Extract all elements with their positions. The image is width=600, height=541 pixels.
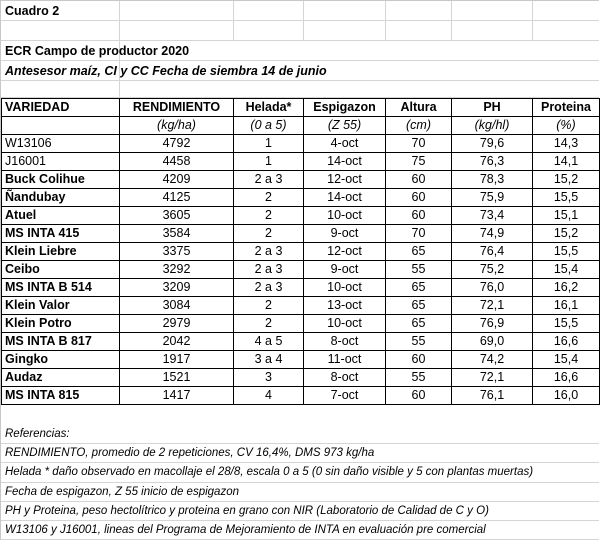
cell-variedad: Gingko	[2, 351, 120, 369]
cell-rendimiento: 3084	[120, 297, 234, 315]
reference-line: Helada * daño observado en macollaje el 28/8, escala 0 a 5 (0 sin daño visible y 5 con plantas muertas)	[1, 463, 599, 482]
cell-rendimiento: 2979	[120, 315, 234, 333]
cell-helada: 2 a 3	[234, 243, 304, 261]
cell-variedad: MS INTA 415	[2, 225, 120, 243]
cell-ph: 72,1	[452, 369, 533, 387]
cell-espigazon: 8-oct	[304, 333, 386, 351]
cell-altura: 65	[386, 297, 452, 315]
cell-helada: 3	[234, 369, 304, 387]
column-header: Proteina	[533, 99, 600, 117]
cell-helada: 2	[234, 225, 304, 243]
cell-altura: 60	[386, 171, 452, 189]
column-header: Espigazon	[304, 99, 386, 117]
cell-ph: 76,9	[452, 315, 533, 333]
cell-ph: 79,6	[452, 135, 533, 153]
cell-helada: 4 a 5	[234, 333, 304, 351]
cell-ph: 76,1	[452, 387, 533, 405]
cell-ph: 69,0	[452, 333, 533, 351]
cell-altura: 75	[386, 153, 452, 171]
blank-row	[1, 81, 599, 98]
column-unit: (kg/hl)	[452, 117, 533, 135]
cell-proteina: 15,4	[533, 351, 600, 369]
cell-rendimiento: 3375	[120, 243, 234, 261]
cell-altura: 60	[386, 387, 452, 405]
table-row	[2, 189, 600, 207]
cell-altura: 55	[386, 369, 452, 387]
cell-proteina: 15,2	[533, 225, 600, 243]
cell-proteina: 14,1	[533, 153, 600, 171]
cell-helada: 2	[234, 315, 304, 333]
cell-rendimiento: 4209	[120, 171, 234, 189]
cell-variedad: MS INTA B 817	[2, 333, 120, 351]
cell-espigazon: 12-oct	[304, 171, 386, 189]
cell-altura: 65	[386, 315, 452, 333]
cell-altura: 65	[386, 279, 452, 297]
table-row	[2, 171, 600, 189]
column-unit: (kg/ha)	[120, 117, 234, 135]
cell-ph: 72,1	[452, 297, 533, 315]
reference-line: W13106 y J16001, lineas del Programa de Mejoramiento de INTA en evaluación pre comercial	[1, 521, 599, 540]
cell-variedad: Ñandubay	[2, 189, 120, 207]
column-header: Helada*	[234, 99, 304, 117]
table-row	[2, 243, 600, 261]
cell-helada: 2	[234, 189, 304, 207]
cell-espigazon: 10-oct	[304, 315, 386, 333]
cell-helada: 4	[234, 387, 304, 405]
reference-line: Fecha de espigazon, Z 55 inicio de espigazon	[1, 483, 599, 502]
table-row	[2, 279, 600, 297]
cell-proteina: 15,4	[533, 261, 600, 279]
table-row	[2, 207, 600, 225]
cell-ph: 73,4	[452, 207, 533, 225]
table-row	[2, 387, 600, 405]
table-subtitle: ECR Campo de productor 2020	[1, 41, 599, 61]
cell-ph: 76,0	[452, 279, 533, 297]
cell-espigazon: 11-oct	[304, 351, 386, 369]
cell-variedad: Klein Potro	[2, 315, 120, 333]
cell-proteina: 16,6	[533, 369, 600, 387]
blank-row	[1, 21, 599, 41]
cell-rendimiento: 3584	[120, 225, 234, 243]
table-subtitle-conditions: Antesesor maíz, CI y CC Fecha de siembra 14 de junio	[1, 61, 599, 81]
table-row	[2, 333, 600, 351]
cell-ph: 74,2	[452, 351, 533, 369]
cell-proteina: 16,6	[533, 333, 600, 351]
cell-helada: 1	[234, 153, 304, 171]
cell-ph: 74,9	[452, 225, 533, 243]
table-row	[2, 351, 600, 369]
cell-helada: 2	[234, 297, 304, 315]
cell-variedad: Audaz	[2, 369, 120, 387]
column-unit: (0 a 5)	[234, 117, 304, 135]
cell-espigazon: 4-oct	[304, 135, 386, 153]
cell-proteina: 16,1	[533, 297, 600, 315]
cell-altura: 55	[386, 261, 452, 279]
cell-helada: 2	[234, 207, 304, 225]
column-header: PH	[452, 99, 533, 117]
reference-line: PH y Proteina, peso hectolítrico y proteina en grano con NIR (Laboratorio de Calidad de C y O)	[1, 502, 599, 521]
cell-espigazon: 14-oct	[304, 189, 386, 207]
table-units-row	[2, 117, 600, 135]
cell-rendimiento: 2042	[120, 333, 234, 351]
column-header: RENDIMIENTO	[120, 99, 234, 117]
cell-altura: 60	[386, 207, 452, 225]
cell-proteina: 16,0	[533, 387, 600, 405]
cell-variedad: W13106	[2, 135, 120, 153]
cell-ph: 75,9	[452, 189, 533, 207]
table-title: Cuadro 2	[1, 1, 599, 21]
cell-espigazon: 13-oct	[304, 297, 386, 315]
table-row	[2, 315, 600, 333]
cell-espigazon: 10-oct	[304, 279, 386, 297]
cell-rendimiento: 4458	[120, 153, 234, 171]
cell-rendimiento: 1917	[120, 351, 234, 369]
cell-variedad: Buck Colihue	[2, 171, 120, 189]
cell-ph: 75,2	[452, 261, 533, 279]
cell-rendimiento: 3209	[120, 279, 234, 297]
cell-espigazon: 9-oct	[304, 225, 386, 243]
table-row	[2, 225, 600, 243]
cell-variedad: Klein Liebre	[2, 243, 120, 261]
cell-helada: 2 a 3	[234, 171, 304, 189]
cell-proteina: 15,1	[533, 207, 600, 225]
column-header: Altura	[386, 99, 452, 117]
cell-proteina: 15,5	[533, 243, 600, 261]
table-row	[2, 135, 600, 153]
results-table	[1, 98, 600, 405]
cell-ph: 76,4	[452, 243, 533, 261]
cell-proteina: 15,5	[533, 315, 600, 333]
cell-variedad: Ceibo	[2, 261, 120, 279]
cell-rendimiento: 4125	[120, 189, 234, 207]
cell-variedad: Klein Valor	[2, 297, 120, 315]
reference-line: RENDIMIENTO, promedio de 2 repeticiones, CV 16,4%, DMS 973 kg/ha	[1, 444, 599, 463]
cell-rendimiento: 1521	[120, 369, 234, 387]
cell-ph: 78,3	[452, 171, 533, 189]
table-row	[2, 297, 600, 315]
reference-line: Referencias:	[1, 425, 599, 444]
cell-espigazon: 14-oct	[304, 153, 386, 171]
table-row	[2, 153, 600, 171]
cell-helada: 2 a 3	[234, 261, 304, 279]
cell-rendimiento: 4792	[120, 135, 234, 153]
cell-proteina: 15,5	[533, 189, 600, 207]
cell-altura: 65	[386, 243, 452, 261]
cell-altura: 55	[386, 333, 452, 351]
column-unit	[2, 117, 120, 135]
table-row	[2, 369, 600, 387]
cell-espigazon: 7-oct	[304, 387, 386, 405]
cell-variedad: MS INTA B 514	[2, 279, 120, 297]
cell-helada: 1	[234, 135, 304, 153]
cell-rendimiento: 3292	[120, 261, 234, 279]
table-header-row	[2, 99, 600, 117]
cell-helada: 2 a 3	[234, 279, 304, 297]
table-row	[2, 261, 600, 279]
cell-rendimiento: 3605	[120, 207, 234, 225]
cell-altura: 60	[386, 189, 452, 207]
cell-espigazon: 10-oct	[304, 207, 386, 225]
column-unit: (cm)	[386, 117, 452, 135]
cell-espigazon: 9-oct	[304, 261, 386, 279]
cell-altura: 70	[386, 135, 452, 153]
cell-espigazon: 12-oct	[304, 243, 386, 261]
cell-altura: 70	[386, 225, 452, 243]
cell-espigazon: 8-oct	[304, 369, 386, 387]
cell-variedad: MS INTA 815	[2, 387, 120, 405]
cell-proteina: 16,2	[533, 279, 600, 297]
cell-proteina: 14,3	[533, 135, 600, 153]
column-unit: (Z 55)	[304, 117, 386, 135]
cell-rendimiento: 1417	[120, 387, 234, 405]
cell-helada: 3 a 4	[234, 351, 304, 369]
cell-variedad: J16001	[2, 153, 120, 171]
references	[1, 425, 599, 540]
column-unit: (%)	[533, 117, 600, 135]
column-header: VARIEDAD	[2, 99, 120, 117]
cell-ph: 76,3	[452, 153, 533, 171]
cell-proteina: 15,2	[533, 171, 600, 189]
cell-variedad: Atuel	[2, 207, 120, 225]
cell-altura: 60	[386, 351, 452, 369]
